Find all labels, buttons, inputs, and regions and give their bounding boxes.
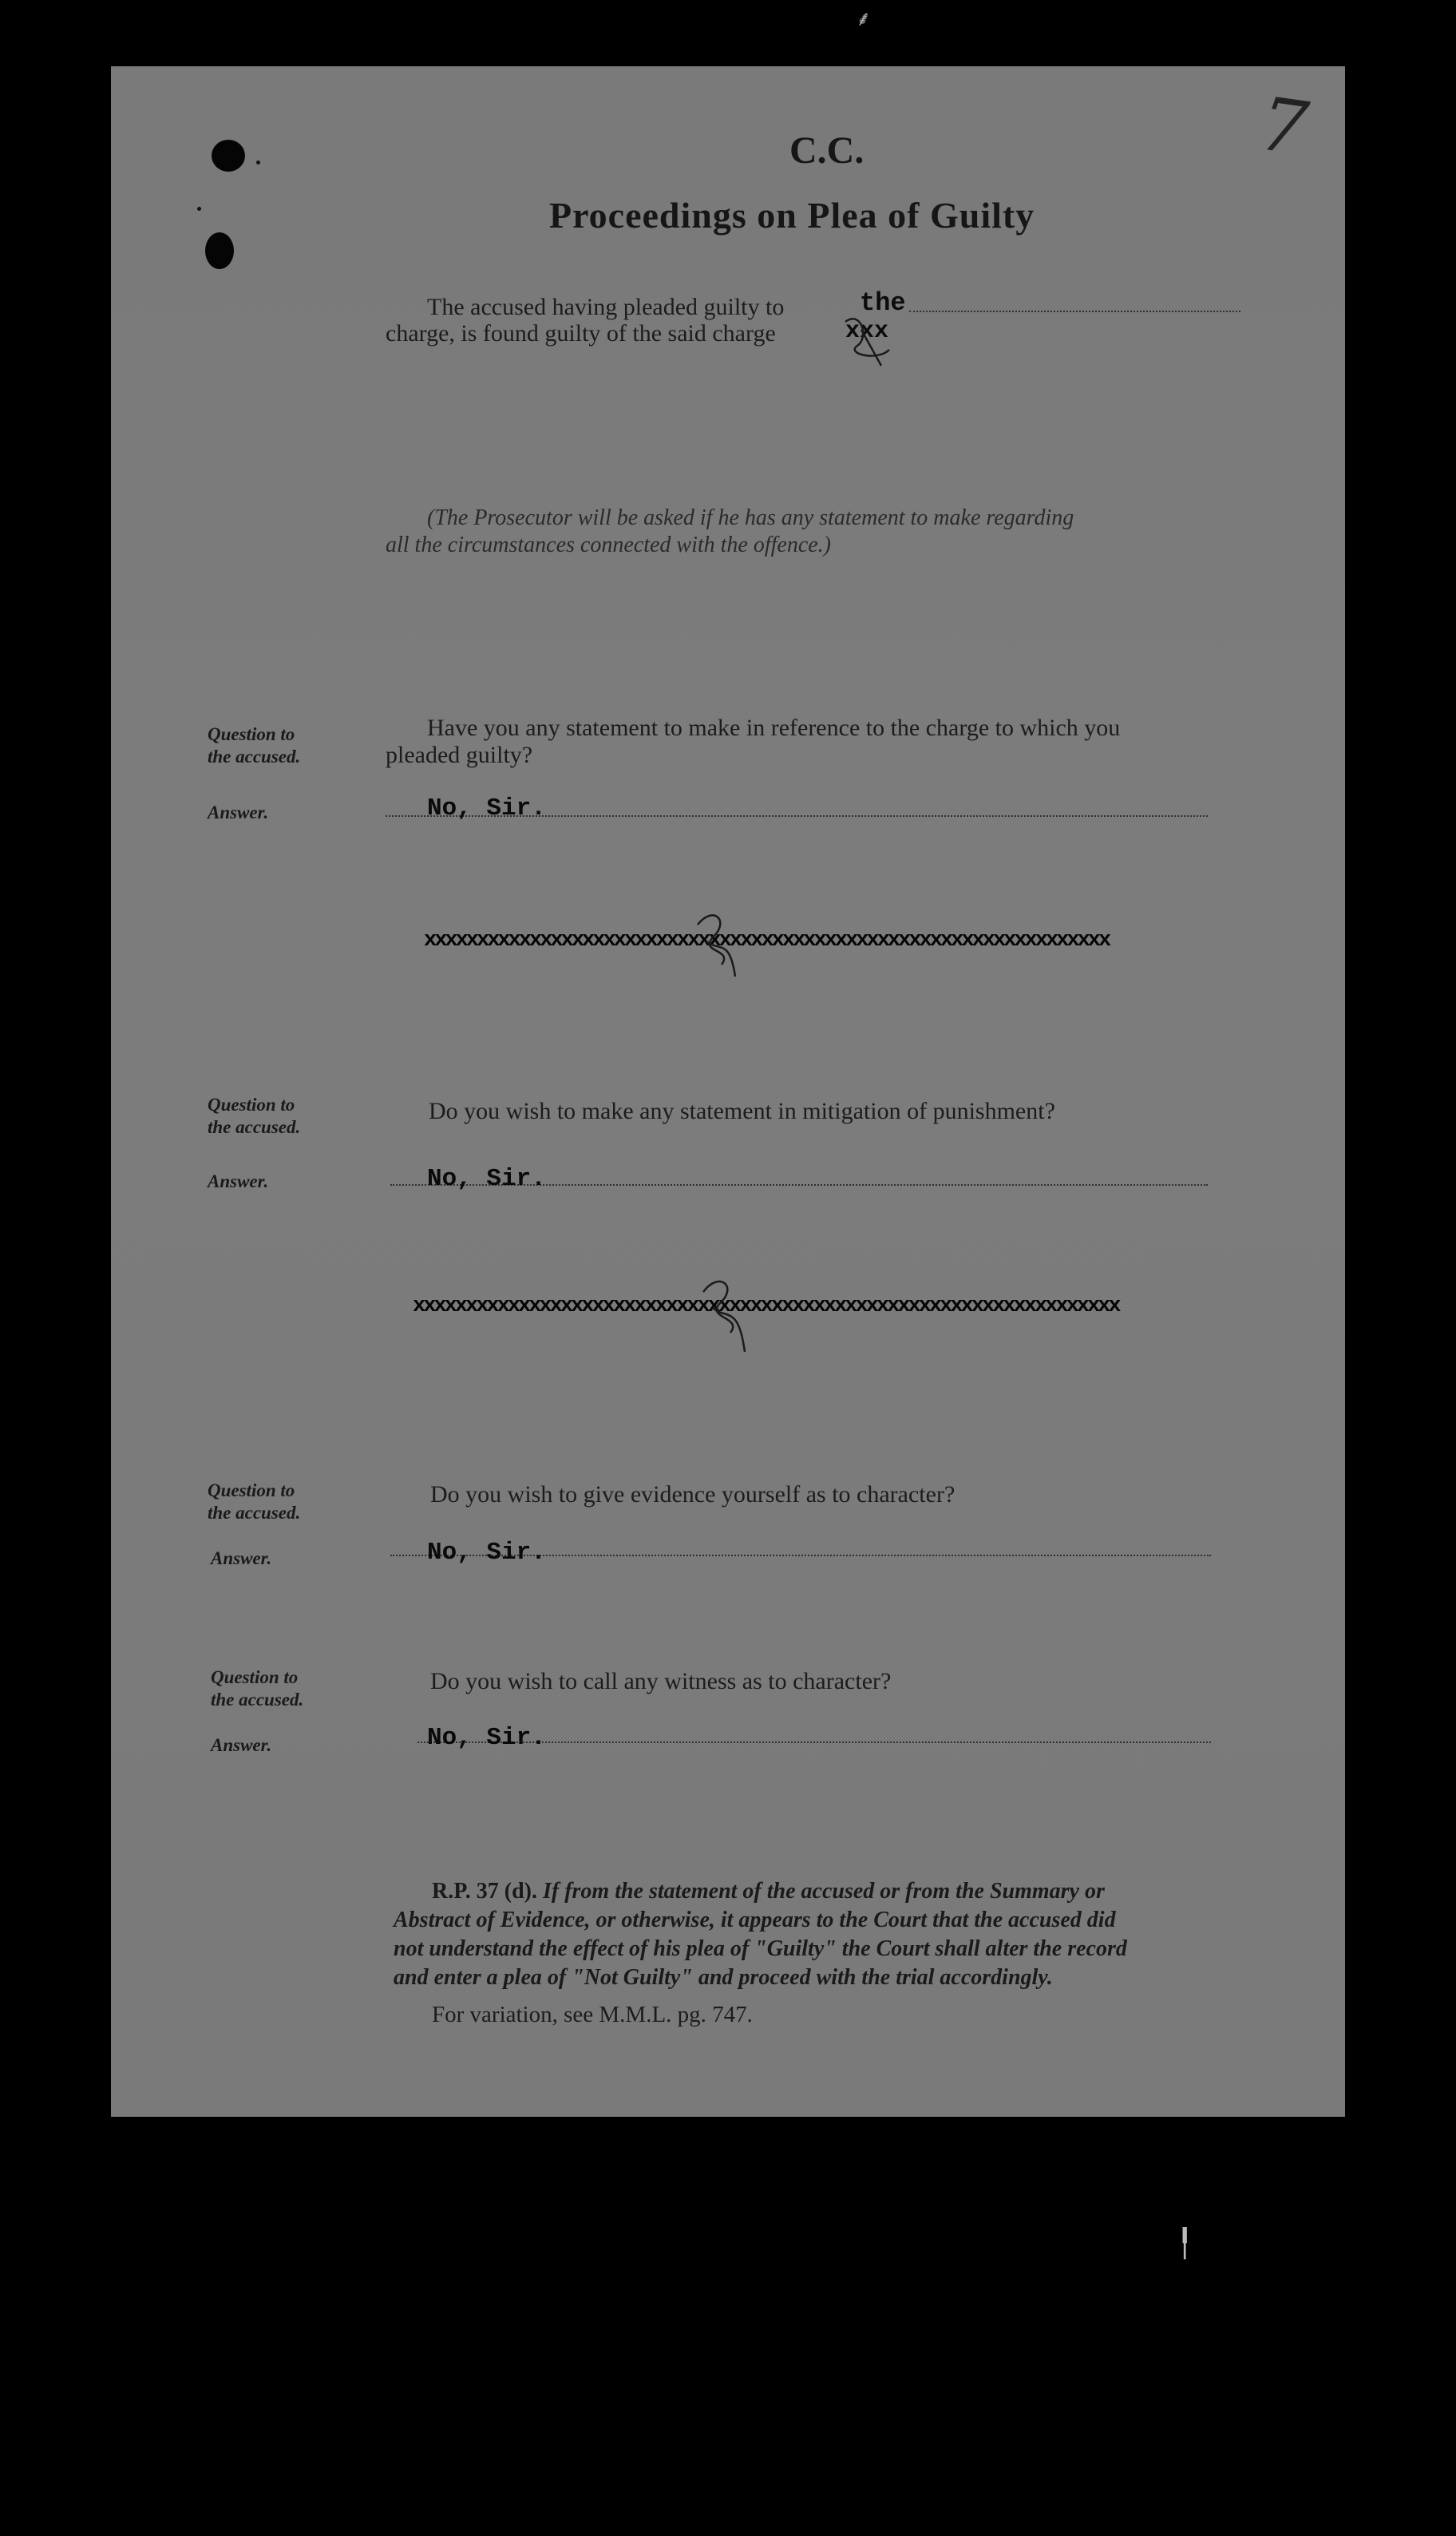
intro-line-1: The accused having pleaded guilty to [427, 294, 785, 320]
question-1-line-1: Have you any statement to make in reference to the charge to which you [427, 715, 1121, 741]
initials-scribble [694, 1264, 758, 1360]
form-sheet [111, 66, 1345, 2117]
answer-label: Answer. [208, 802, 269, 822]
question-1-line-2: pleaded guilty? [386, 742, 533, 768]
rule-reference: R.P. 37 (d). [432, 1879, 537, 1904]
rule-text: If from the statement of the accused or from the Summary or [542, 1879, 1105, 1904]
typed-word-the: the [860, 288, 906, 318]
rule-line-1 [432, 1879, 1105, 1904]
question-2-text: Do you wish to make any statement in mitigation of punishment? [429, 1098, 1055, 1124]
speck-mark [197, 207, 201, 211]
rule-line-4: and enter a plea of "Not Guilty" and proceed with the trial accordingly. [394, 1965, 1053, 1990]
form-title: Proceedings on Plea of Guilty [549, 195, 1035, 236]
initials-scribble [686, 901, 750, 989]
intro-line-2: charge, is found guilty of the said charge [386, 320, 776, 347]
answer-label: Answer. [211, 1735, 272, 1755]
answer-label: Answer. [208, 1171, 269, 1191]
rule-line-2: Abstract of Evidence, or otherwise, it appears to the Court that the accused did [394, 1908, 1116, 1932]
question-label: Question to the accused. [208, 1480, 301, 1523]
variation-reference: For variation, see M.M.L. pg. 747. [432, 2002, 753, 2027]
scan-artifact-bottom: ╿ [1177, 2228, 1193, 2260]
struck-out-line-1: xxxxxxxxxxxxxxxxxxxxxxxxxxxxxxxxxxxxxxxxxxxxxxxxxxxxxxxxxxxxxxxxx [424, 929, 1110, 953]
form-code: C.C. [789, 129, 864, 172]
punch-hole-bottom [205, 232, 234, 269]
intro-fill-line [909, 311, 1240, 312]
question-4-text: Do you wish to call any witness as to character? [430, 1668, 892, 1694]
punch-hole-top [212, 140, 245, 172]
question-label: Question to the accused. [211, 1667, 304, 1710]
scan-artifact-top: ⸙ [856, 7, 872, 31]
answer-label: Answer. [211, 1548, 272, 1568]
answer-4-typed: No, Sir. [427, 1724, 546, 1752]
question-3-text: Do you wish to give evidence yourself as to character? [430, 1481, 956, 1508]
answer-2-typed: No, Sir. [427, 1165, 546, 1193]
answer-1-typed: No, Sir. [427, 794, 546, 822]
handwritten-page-number: 7 [1254, 81, 1313, 172]
question-label: Question to the accused. [208, 1095, 301, 1137]
question-label: Question to the accused. [208, 724, 301, 767]
prosecutor-note-line-1: (The Prosecutor will be asked if he has any statement to make regarding [427, 505, 1074, 530]
speck-mark [256, 160, 260, 164]
prosecutor-note-line-2: all the circumstances connected with the offence.) [386, 533, 832, 557]
rule-line-3: not understand the effect of his plea of "Guilty" the Court shall alter the record [394, 1936, 1127, 1961]
struck-out-line-2: xxxxxxxxxxxxxxxxxxxxxxxxxxxxxxxxxxxxxxxxxxxxxxxxxxxxxxxxxxxxxxxxxxx [413, 1294, 1119, 1318]
answer-3-typed: No, Sir. [427, 1539, 546, 1567]
typed-strikeout: xxx [845, 318, 889, 345]
initials-scribble [837, 306, 901, 370]
